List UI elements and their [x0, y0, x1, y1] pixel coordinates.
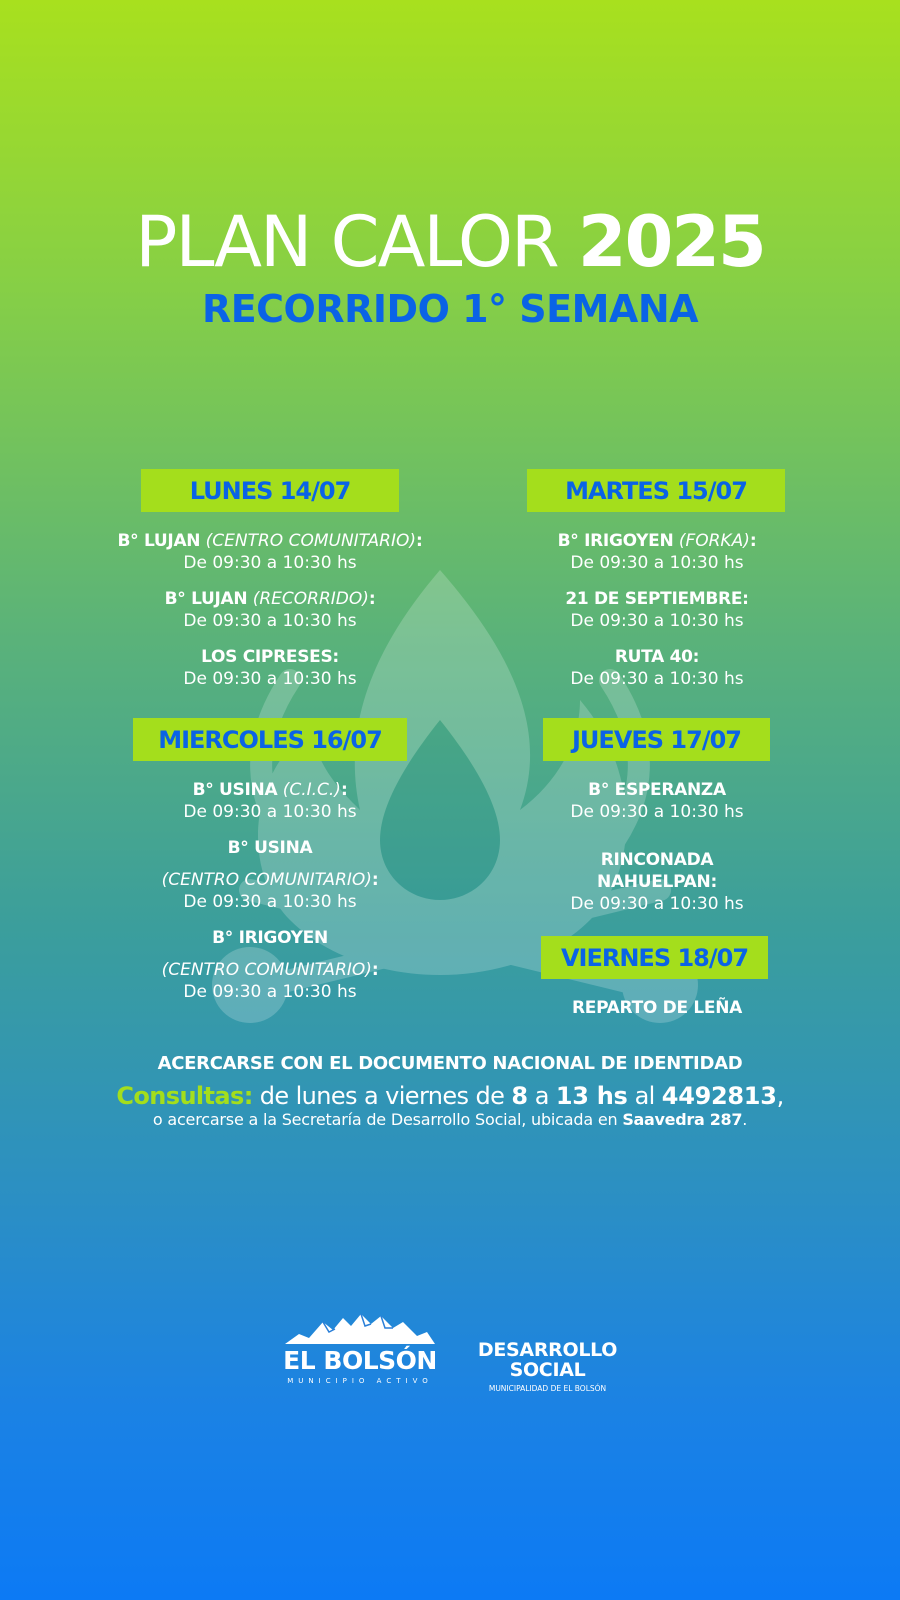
schedule-martes: [457, 530, 857, 704]
schedule-item: [70, 927, 470, 1003]
place-suffix: :: [368, 589, 376, 609]
schedule-item: [457, 530, 857, 574]
schedule-item: [457, 646, 857, 690]
place-name: B° IRIGOYEN: [557, 531, 674, 551]
consult-from: 8: [511, 1082, 528, 1110]
hours: De 09:30 a 10:30 hs: [570, 894, 744, 914]
hours: De 09:30 a 10:30 hs: [570, 669, 744, 689]
place-note: (FORKA): [678, 531, 750, 551]
place-name: B° ESPERANZA: [588, 780, 726, 800]
place-suffix: :: [749, 531, 757, 551]
place-suffix: :: [340, 780, 348, 800]
office-address: Saavedra 287: [622, 1110, 743, 1129]
place-name: REPARTO DE LEÑA: [571, 998, 743, 1018]
desarrollo-social-logo: [470, 1340, 625, 1395]
place-name: RINCONADA: [600, 850, 714, 870]
hours: De 09:30 a 10:30 hs: [183, 892, 357, 912]
office-text: o acercarse a la Secretaría de Desarrollo Social, ubicada en: [152, 1110, 618, 1129]
place-note: (RECORRIDO): [252, 589, 369, 609]
office-line: [0, 1110, 900, 1129]
el-bolson-logo: [283, 1310, 437, 1386]
ds-line2: SOCIAL: [509, 1359, 586, 1381]
day-label-lunes: LUNES 14/07: [141, 469, 399, 512]
hours: De 09:30 a 10:30 hs: [183, 669, 357, 689]
place-name: B° LUJAN: [164, 589, 248, 609]
bolson-tagline: MUNICIPIO ACTIVO: [287, 1377, 433, 1385]
consult-text: al: [634, 1082, 655, 1110]
id-notice: ACERCARSE CON EL DOCUMENTO NACIONAL DE IDENTIDAD: [157, 1053, 743, 1074]
place-name: B° IRIGOYEN: [212, 928, 328, 948]
place-name: LOS CIPRESES:: [201, 647, 339, 667]
schedule-item: [70, 530, 470, 574]
page-title: [0, 200, 900, 284]
schedule-item: [457, 588, 857, 632]
consult-text: a: [534, 1082, 549, 1110]
title-year: 2025: [577, 201, 765, 283]
place-note: (CENTRO COMUNITARIO): [161, 870, 372, 890]
hours: De 09:30 a 10:30 hs: [183, 982, 357, 1002]
title-plain: PLAN CALOR: [135, 201, 558, 283]
schedule-lunes: [70, 530, 470, 704]
hours: De 09:30 a 10:30 hs: [570, 802, 744, 822]
day-label-jueves: JUEVES 17/07: [543, 718, 770, 761]
schedule-item: [70, 646, 470, 690]
ds-tagline: MUNICIPALIDAD DE EL BOLSÓN: [488, 1384, 607, 1393]
place-name: 21 DE SEPTIEMBRE:: [565, 589, 749, 609]
schedule-item: [70, 588, 470, 632]
place-name: B° LUJAN: [117, 531, 201, 551]
consult-end: ,: [776, 1082, 784, 1110]
hours: De 09:30 a 10:30 hs: [183, 611, 357, 631]
ds-line1: DESARROLLO: [477, 1339, 618, 1361]
schedule-item: [70, 837, 470, 913]
office-end: .: [742, 1110, 748, 1129]
bolson-name: EL BOLSÓN: [283, 1346, 437, 1375]
place-suffix: :: [371, 960, 379, 980]
mountains-icon: [285, 1310, 435, 1344]
place-name-line2: NAHUELPAN:: [597, 872, 717, 892]
day-label-miercoles: MIERCOLES 16/07: [133, 718, 407, 761]
page-subtitle: RECORRIDO 1° SEMANA: [201, 287, 699, 331]
schedule-item: [457, 849, 857, 915]
place-name: RUTA 40:: [614, 647, 700, 667]
hours: De 09:30 a 10:30 hs: [183, 553, 357, 573]
schedule-jueves: [457, 779, 857, 929]
day-label-viernes: VIERNES 18/07: [541, 936, 768, 979]
place-note: (CENTRO COMUNITARIO): [205, 531, 416, 551]
schedule-miercoles: [70, 779, 470, 1017]
place-name: B° USINA: [227, 838, 313, 858]
place-name: B° USINA: [192, 780, 278, 800]
place-note: (CENTRO COMUNITARIO): [161, 960, 372, 980]
consult-text: de lunes a viernes de: [259, 1082, 505, 1110]
hours: De 09:30 a 10:30 hs: [183, 802, 357, 822]
consult-line: [0, 1082, 900, 1110]
hours: De 09:30 a 10:30 hs: [570, 553, 744, 573]
day-label-martes: MARTES 15/07: [527, 469, 785, 512]
hours: De 09:30 a 10:30 hs: [570, 611, 744, 631]
schedule-item: [70, 779, 470, 823]
place-suffix: :: [371, 870, 379, 890]
schedule-item: [457, 779, 857, 823]
consult-to: 13 hs: [555, 1082, 628, 1110]
schedule-viernes: [457, 997, 857, 1033]
place-suffix: :: [415, 531, 423, 551]
consult-label: Consultas:: [116, 1082, 253, 1110]
consult-phone: 4492813: [661, 1082, 777, 1110]
schedule-item: [457, 997, 857, 1019]
place-note: (C.I.C.): [282, 780, 341, 800]
